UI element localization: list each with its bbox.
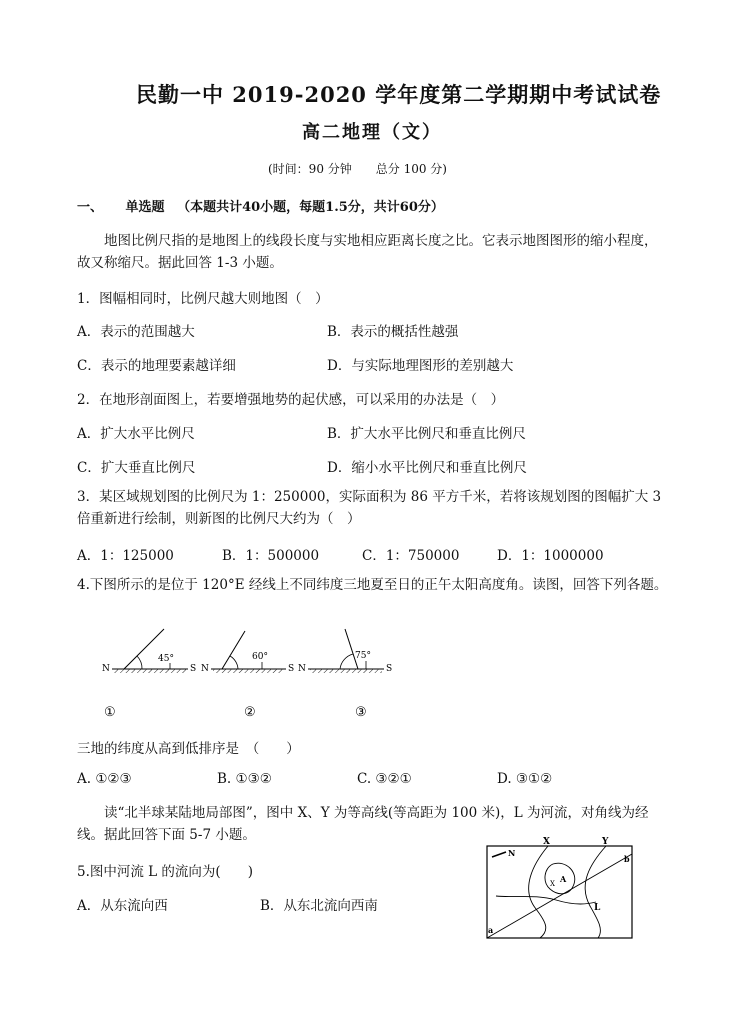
question-3-option-b: B．1：500000	[222, 548, 320, 564]
question-5-option-b: B．从东北流向西南	[260, 898, 378, 914]
contour-map-figure	[478, 834, 640, 944]
contour-y	[585, 846, 606, 938]
diagram-1-label: ①	[104, 705, 116, 720]
diagram-3-angle: 75°	[355, 651, 371, 661]
question-4-option-d: D. ③①②	[497, 771, 553, 787]
question-4-option-b: B. ①③②	[217, 771, 272, 787]
map-a-corner-label: a	[488, 925, 494, 935]
meridian-line	[487, 854, 632, 938]
question-3-option-c: C．1：750000	[362, 548, 460, 564]
map-a-label: A	[560, 874, 567, 884]
map-frame	[487, 846, 632, 938]
river-l	[496, 896, 596, 904]
map-b-corner-label: b	[624, 854, 630, 864]
question-5-stem: 5.图中河流 L 的流向为( )	[77, 864, 253, 880]
diagram-3-75deg	[298, 629, 392, 720]
question-2-option-c: C．扩大垂直比例尺	[77, 460, 196, 476]
map-l-label: L	[594, 903, 601, 913]
intro-paragraph-2: 读“北半球某陆地局部图”，图中 X、Y 为等高线(等高距为 100 米)，L 为河流，对角线为经线。据此回答下面 5-7 小题。	[77, 805, 649, 843]
intro-paragraph-1: 地图比例尺指的是地图上的线段长度与实地相应距离长度之比。它表示地图图形的缩小程度，故又称缩尺。据此回答 1-3 小题。	[77, 233, 658, 271]
question-3-stem: 3．某区域规划图的比例尺为 1：250000，实际面积为 86 平方千米，若将该规划图的图幅扩大 3 倍重新进行绘制，则新图的比例尺大约为（ ）	[77, 489, 662, 527]
question-1-option-a: A．表示的范围越大	[77, 324, 195, 340]
diagram-2-n-label: N	[201, 664, 209, 674]
diagram-1-angle: 45°	[158, 654, 174, 664]
contour-x	[529, 846, 548, 938]
question-2-option-a: A．扩大水平比例尺	[77, 426, 195, 442]
diagram-1-s-label: S	[190, 664, 197, 674]
question-4-sub: 三地的纬度从高到低排序是 （ ）	[77, 741, 300, 757]
diagram-3-label: ③	[355, 705, 367, 720]
section-number: 一、	[77, 200, 104, 215]
sun-angle-figure	[100, 625, 400, 720]
north-arrow-icon	[492, 852, 506, 857]
question-4-option-c: C. ③②①	[357, 771, 412, 787]
question-1-option-d: D．与实际地理图形的差别越大	[327, 358, 514, 374]
diagram-2-angle: 60°	[252, 652, 268, 662]
question-2-option-b: B．扩大水平比例尺和垂直比例尺	[327, 426, 526, 442]
map-y-label: Y	[602, 837, 609, 847]
section-label: 单选题	[125, 200, 165, 215]
exam-meta: (时间：90 分钟 总分 100 分)	[268, 162, 447, 176]
question-5-option-a: A．从东流向西	[77, 898, 168, 914]
exam-title: 民勤一中 2019-2020 学年度第二学期期中考试试卷	[136, 82, 662, 107]
map-n-label: N	[508, 848, 516, 858]
diagram-2-label: ②	[244, 705, 256, 720]
diagram-3-n-label: N	[298, 664, 306, 674]
map-x-inner-label: X	[550, 880, 555, 888]
question-2-stem: 2．在地形剖面图上，若要增强地势的起伏感，可以采用的办法是（ ）	[77, 392, 505, 408]
diagram-2-s-label: S	[288, 664, 295, 674]
diagram-1-45deg	[102, 629, 196, 720]
exam-subtitle: 高二地理（文）	[302, 122, 442, 143]
diagram-3-s-label: S	[386, 664, 393, 674]
map-x-label: X	[543, 837, 550, 847]
diagram-1-n-label: N	[102, 664, 110, 674]
question-3-option-d: D．1：1000000	[497, 548, 604, 564]
diagram-2-60deg	[201, 631, 294, 720]
question-1-option-b: B．表示的概括性越强	[327, 324, 459, 340]
question-1-option-c: C．表示的地理要素越详细	[77, 358, 236, 374]
section-heading	[77, 196, 444, 215]
question-3-option-a: A．1：125000	[77, 548, 174, 564]
section-desc: （本题共计40小题，每题1.5分，共计60分）	[177, 200, 444, 215]
question-4-option-a: A. ①②③	[77, 771, 132, 787]
question-1-stem: 1．图幅相同时，比例尺越大则地图（ ）	[77, 291, 329, 307]
question-4-stem: 4.下图所示的是位于 120°E 经线上不同纬度三地夏至日的正午太阳高度角。读图，回答下列各题。	[77, 577, 668, 593]
question-2-option-d: D．缩小水平比例尺和垂直比例尺	[327, 460, 527, 476]
